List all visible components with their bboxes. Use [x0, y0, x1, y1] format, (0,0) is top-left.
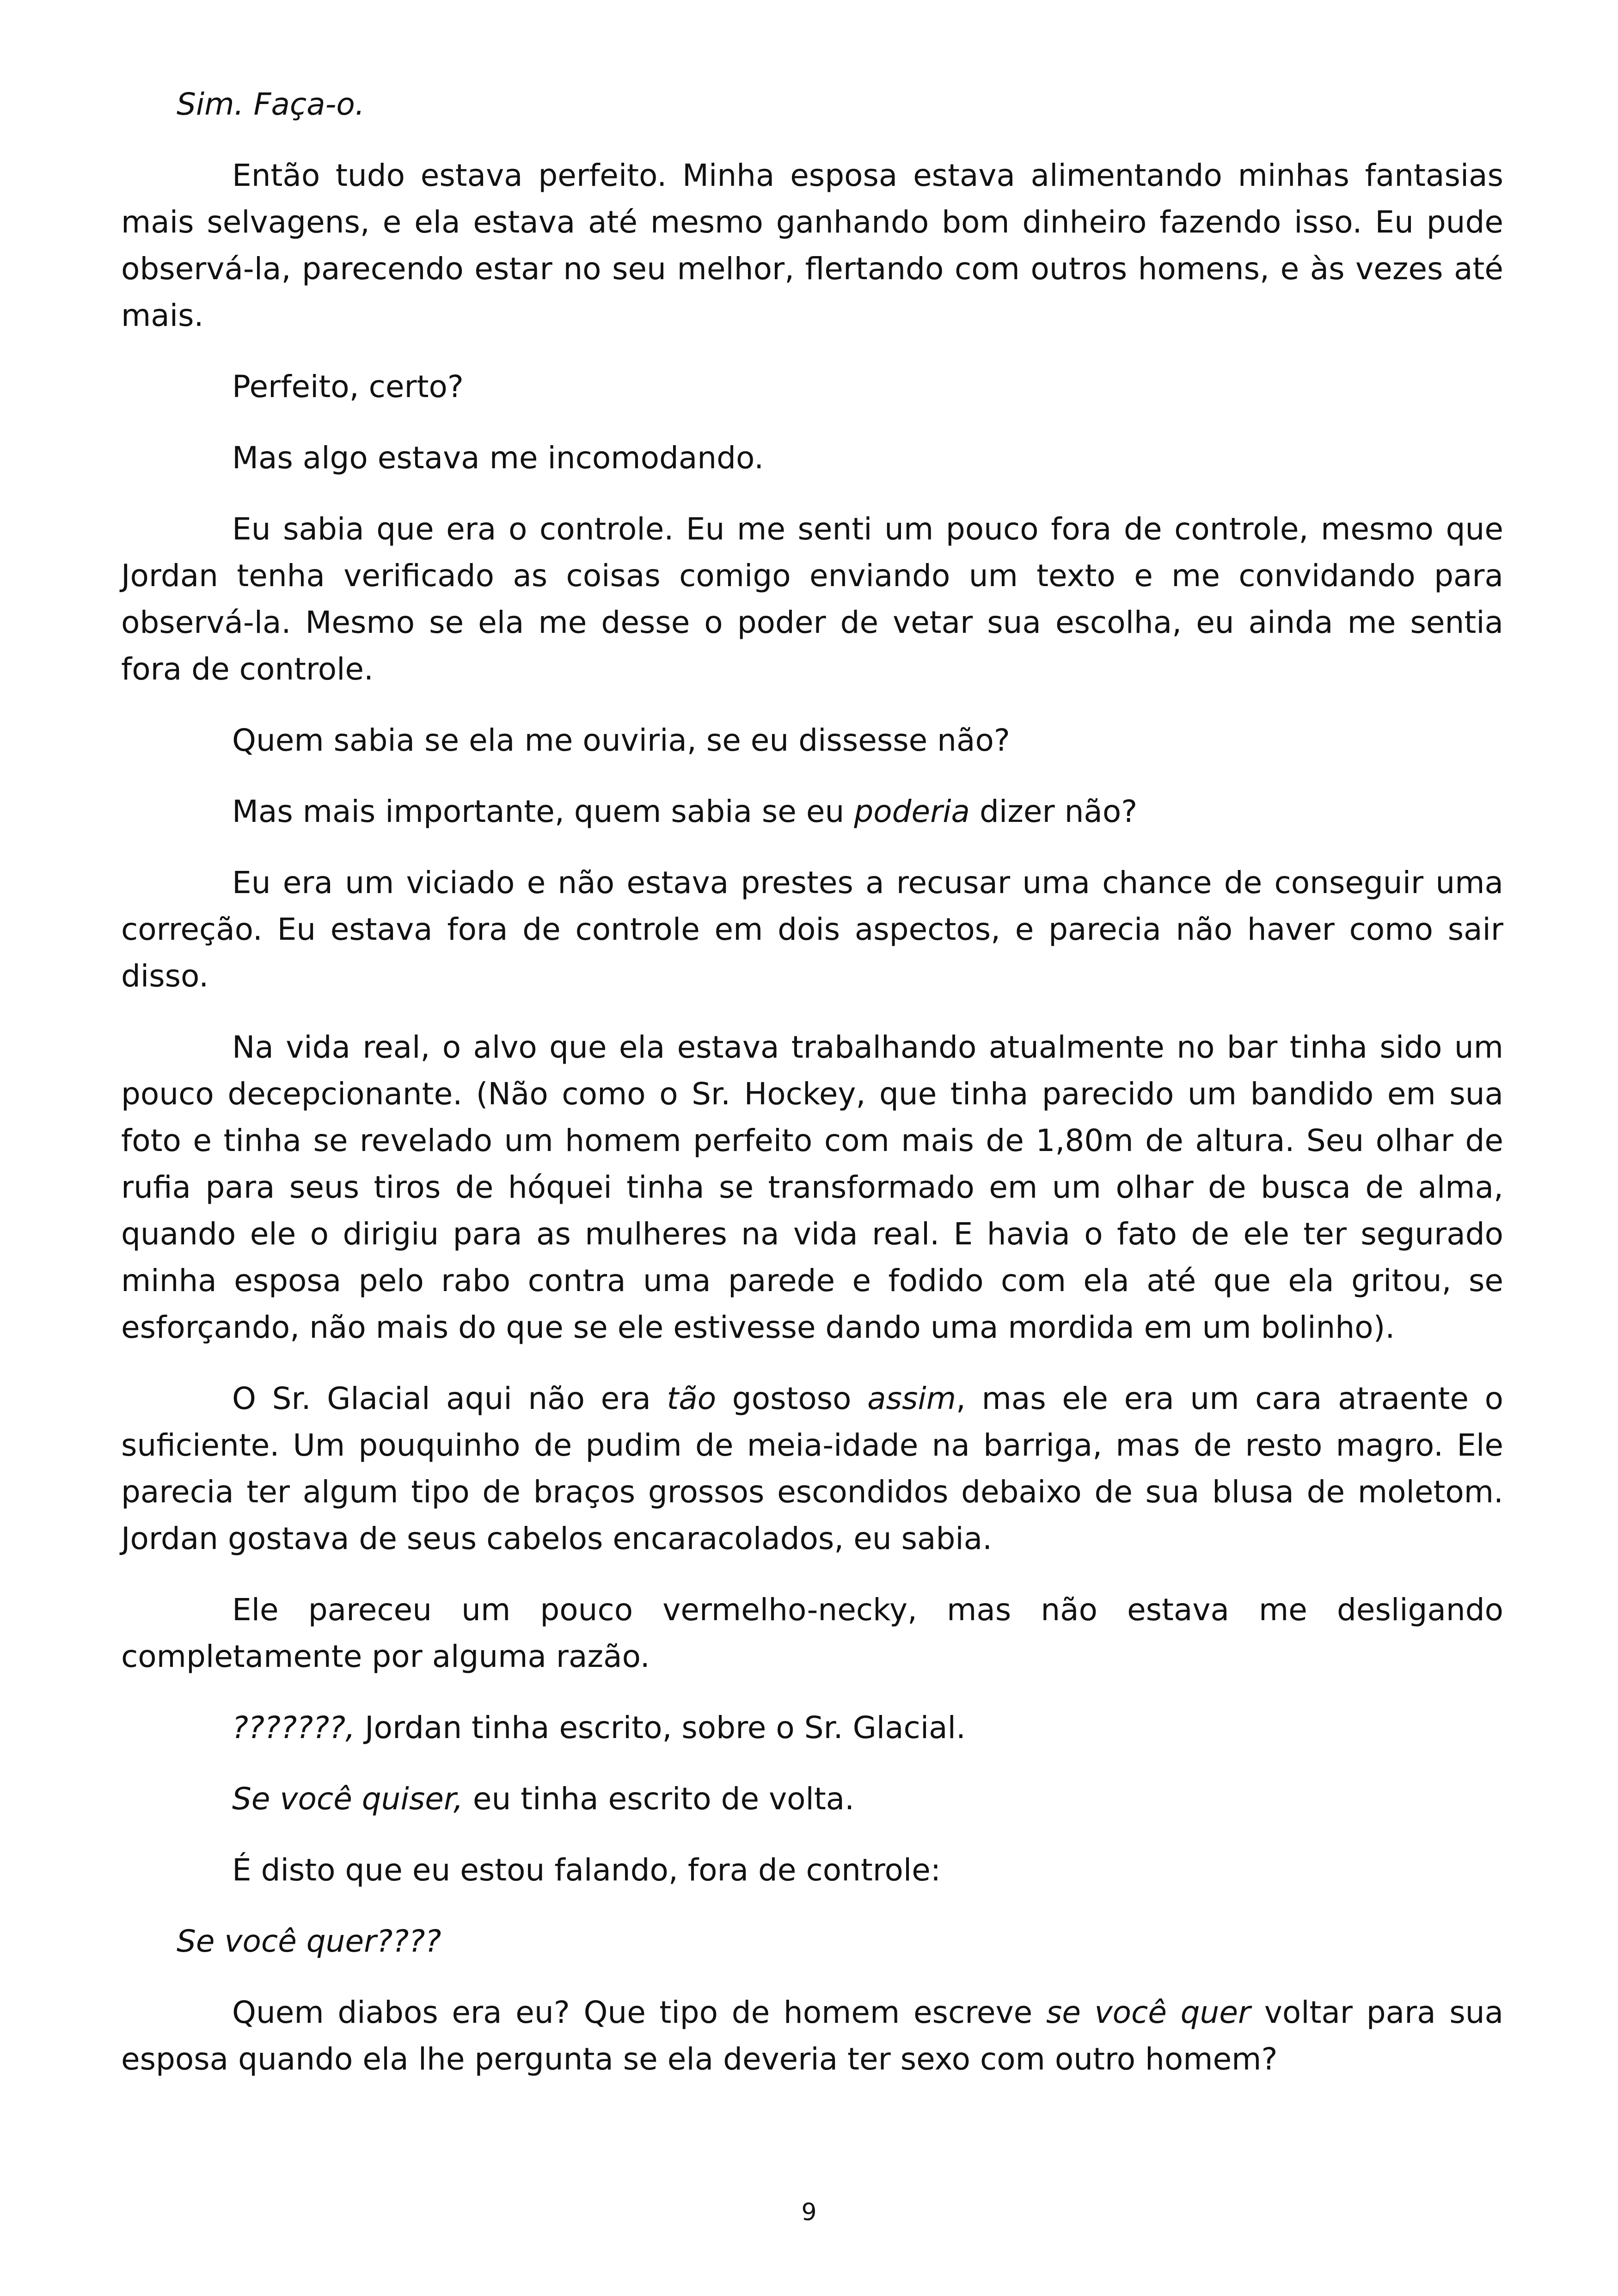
italic-text: Se você quer????	[177, 1923, 441, 1959]
text-segment: Eu sabia que era o controle. Eu me senti um pouco fora de controle, mesmo que Jordan tenha verificado as coisas comigo enviando um texto e me convidando para observá-la. Mesmo se ela me desse o poder de vetar sua escolha, eu ainda me sentia fora de controle.	[121, 511, 1503, 687]
body-text	[121, 81, 1503, 2107]
italic-text: tão	[667, 1381, 717, 1416]
text-segment: Mas mais importante, quem sabia se eu	[232, 794, 854, 829]
italic-text: se você quer	[1046, 1995, 1251, 2030]
paragraph	[121, 859, 1503, 999]
text-segment: Ele pareceu um pouco vermelho-necky, mas não estava me desligando completamente por alguma razão.	[121, 1592, 1503, 1674]
paragraph	[121, 1847, 1503, 1893]
page-number: 9	[801, 2198, 817, 2226]
paragraph	[121, 1586, 1503, 1680]
text-segment: Na vida real, o alvo que ela estava trabalhando atualmente no bar tinha sido um pouco decepcionante. (Não como o Sr. Hockey, que tinha parecido um bandido em sua foto e tinha se revelado um homem perfeito com mais de 1,80m de altura. Seu olhar de rufia para seus tiros de hóquei tinha se transformado em um olhar de busca de alma, quando ele o dirigiu para as mulheres na vida real. E havia o fato de ele ter segurado minha esposa pelo rabo contra uma parede e fodido com ela até que ela gritou, se esforçando, não mais do que se ele estivesse dando uma mordida em um bolinho).	[121, 1029, 1503, 1345]
paragraph	[121, 363, 1503, 410]
italic-text: assim	[867, 1381, 956, 1416]
italic-text: ???????,	[232, 1710, 355, 1745]
text-segment: Quem sabia se ela me ouviria, se eu dissesse não?	[232, 722, 1010, 758]
text-segment: voltar para sua esposa quando ela lhe pergunta se ela deveria ter sexo com outro homem?	[121, 1995, 1504, 2077]
paragraph	[121, 1918, 1503, 1965]
text-segment: eu tinha escrito de volta.	[463, 1781, 855, 1817]
paragraph	[121, 1704, 1503, 1751]
paragraph	[121, 717, 1503, 764]
italic-text: poderia	[854, 794, 970, 829]
text-segment: gostoso	[716, 1381, 868, 1416]
paragraph	[121, 1989, 1503, 2082]
paragraph	[121, 506, 1503, 692]
text-segment: Jordan tinha escrito, sobre o Sr. Glacial.	[355, 1710, 966, 1745]
text-segment: Mas algo estava me incomodando.	[232, 440, 764, 476]
text-segment: O Sr. Glacial aqui não era	[232, 1381, 667, 1416]
italic-text: Sim. Faça-o.	[177, 86, 365, 122]
paragraph	[121, 81, 1503, 128]
text-segment: Perfeito, certo?	[232, 369, 464, 404]
text-segment: , mas ele era um cara atraente o suficiente. Um pouquinho de pudim de meia-idade na barriga, mas de resto magro. Ele parecia ter algum tipo de braços grossos escondidos debaixo de sua blusa de moletom. Jordan gostava de seus cabelos encaracolados, eu sabia.	[121, 1381, 1503, 1556]
text-segment: Eu era um viciado e não estava prestes a recusar uma chance de conseguir uma correção. Eu estava fora de controle em dois aspectos, e parecia não haver como sair disso.	[121, 865, 1503, 994]
text-segment: Então tudo estava perfeito. Minha esposa estava alimentando minhas fantasias mais selvagens, e ela estava até mesmo ganhando bom dinheiro fazendo isso. Eu pude observá-la, parecendo estar no seu melhor, flertando com outros homens, e às vezes até mais.	[121, 158, 1503, 333]
text-segment: Quem diabos era eu? Que tipo de homem escreve	[232, 1995, 1046, 2030]
text-segment: É disto que eu estou falando, fora de controle:	[232, 1852, 941, 1888]
paragraph	[121, 788, 1503, 835]
paragraph	[121, 1375, 1503, 1562]
paragraph	[121, 1776, 1503, 1822]
paragraph	[121, 1024, 1503, 1351]
paragraph	[121, 435, 1503, 481]
italic-text: Se você quiser,	[232, 1781, 463, 1817]
paragraph	[121, 152, 1503, 339]
text-segment: dizer não?	[970, 794, 1138, 829]
